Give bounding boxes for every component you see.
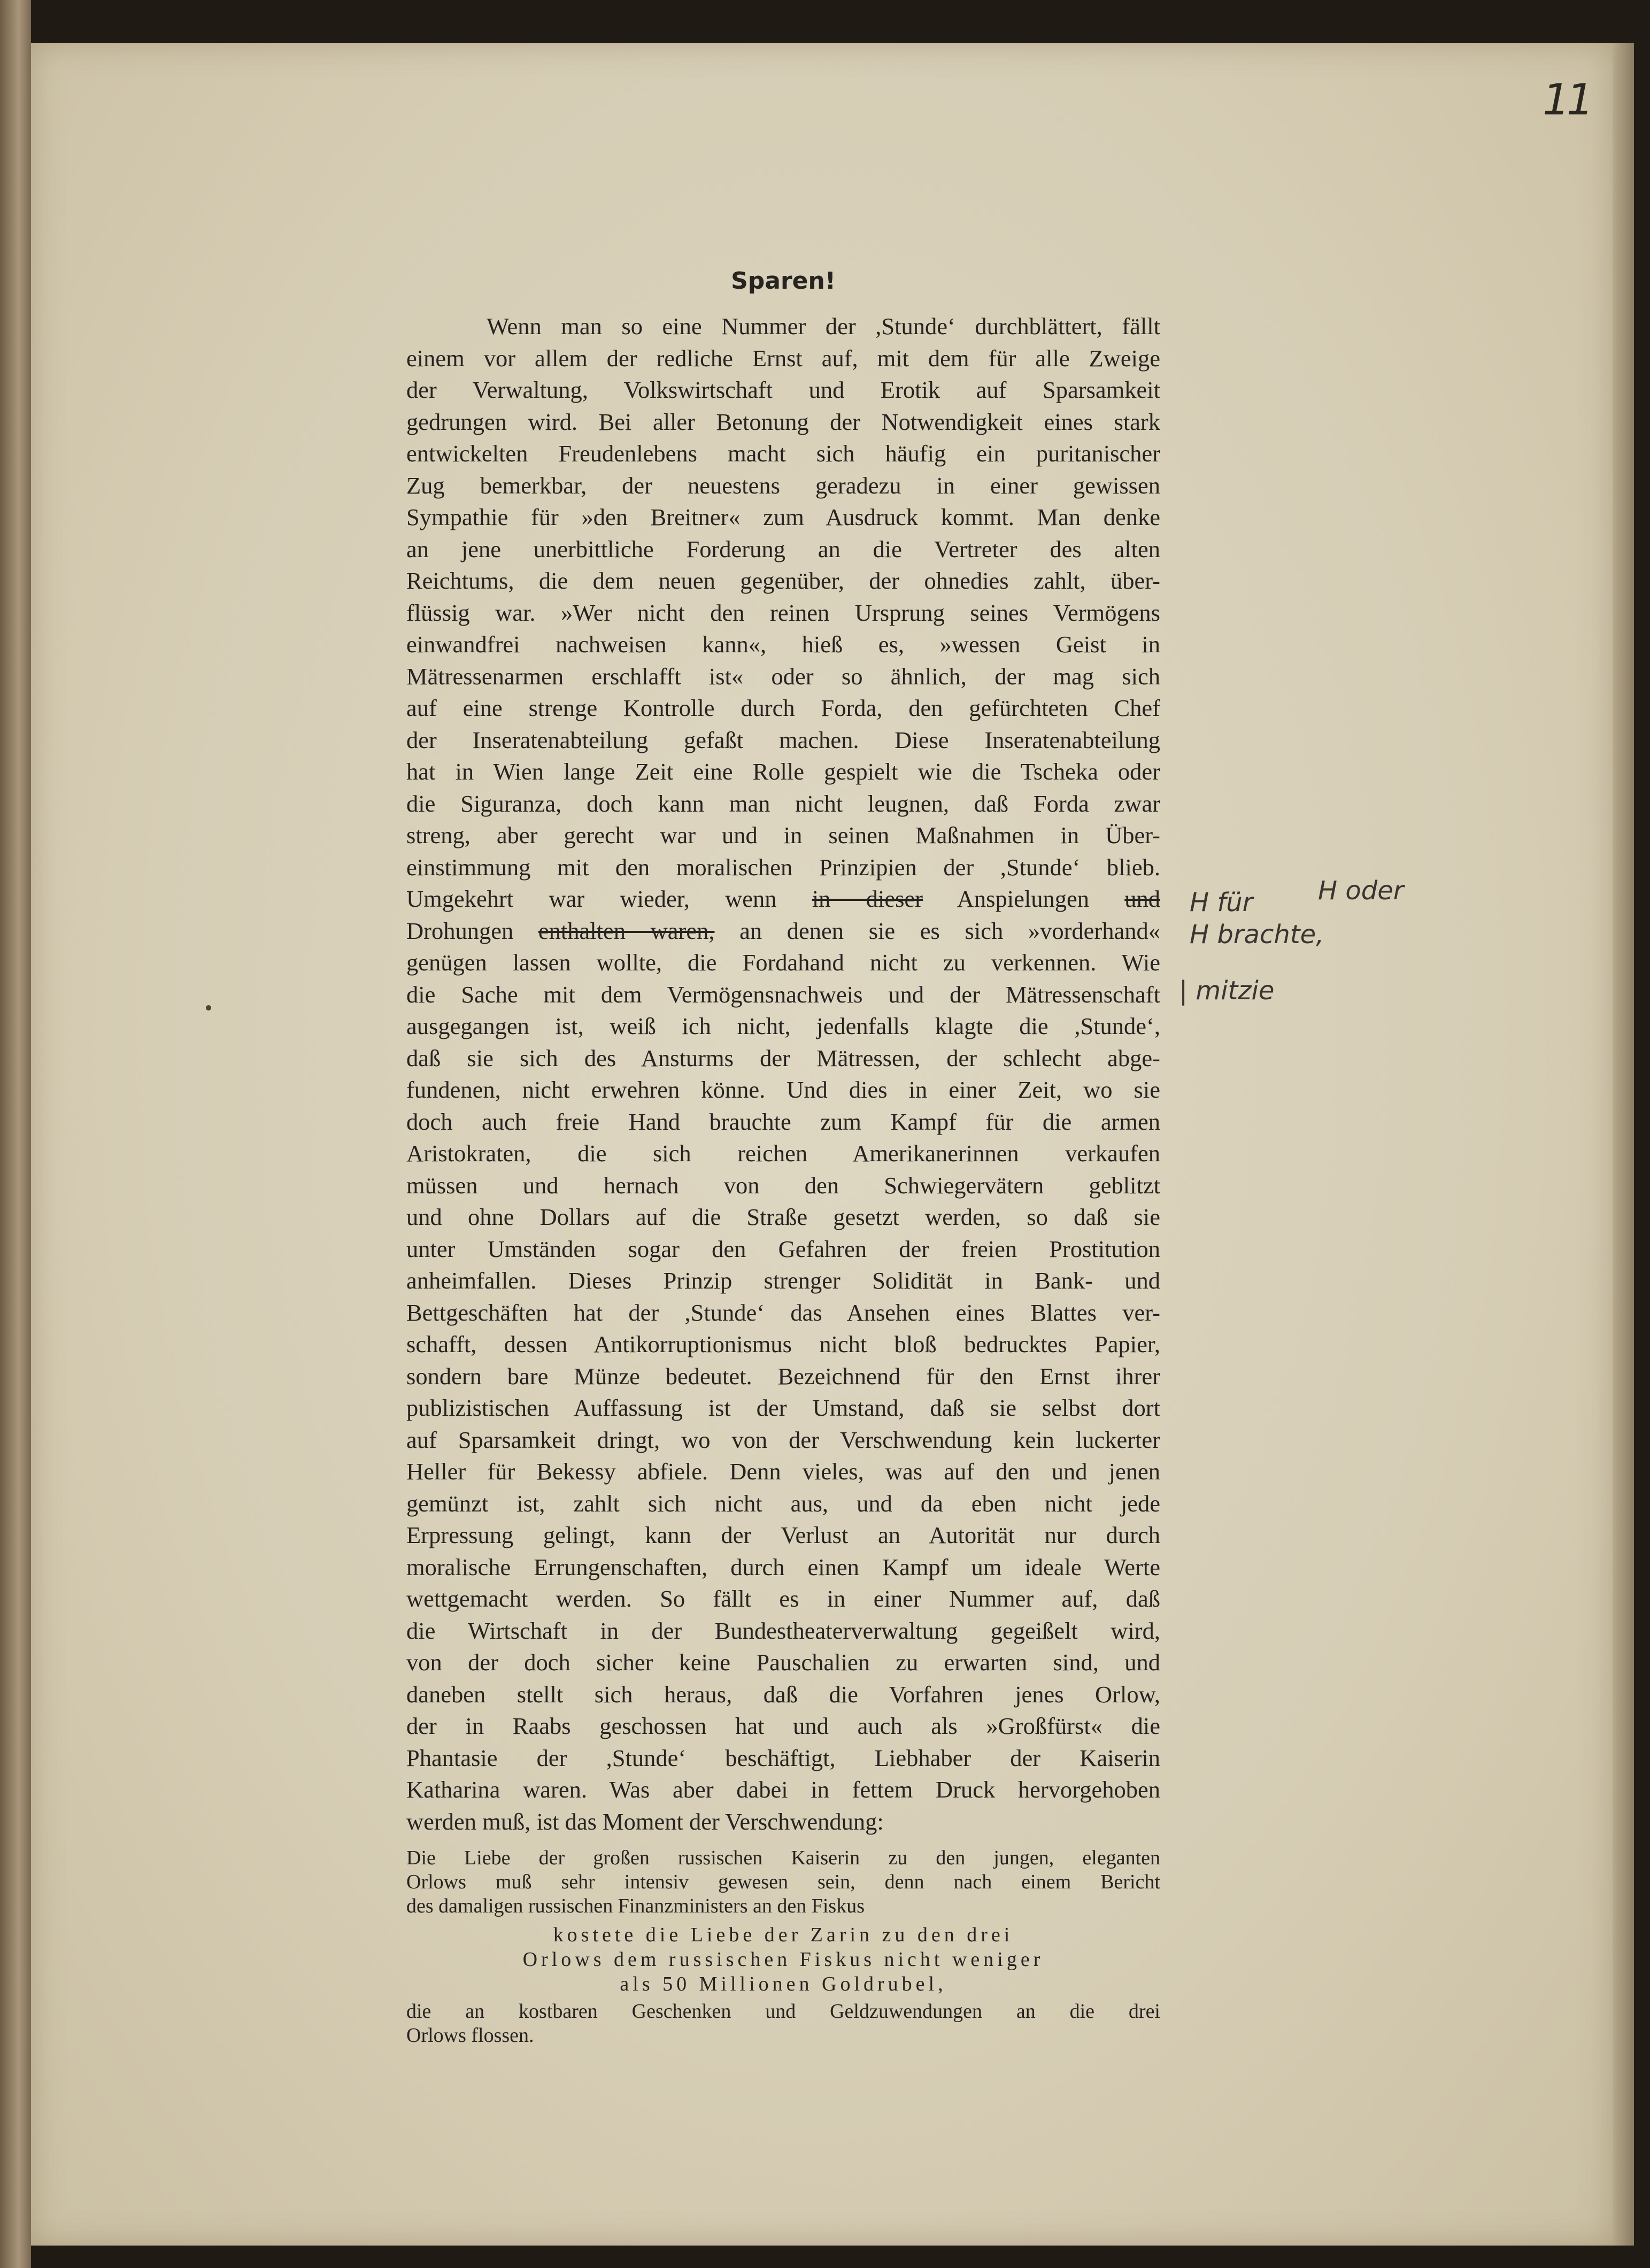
text-line: an jene unerbittliche Forderung an die Vertreter des alten (406, 535, 1160, 562)
text-line: sondern bare Münze bedeutet. Bezeichnend für den Ernst ihrer (406, 1362, 1160, 1390)
text-line: von der doch sicher keine Pauschalien zu erwarten sind, und (406, 1649, 1160, 1676)
text-line: die Sache mit dem Vermögensnachweis und der Mätressenschaft (406, 981, 1160, 1008)
handwritten-margin-note: | mitzie (1179, 976, 1275, 1006)
emphasized-spaced-quote (406, 1923, 1160, 1996)
struck-text: enthalten waren, (538, 917, 715, 944)
text-line: die Wirtschaft in der Bundestheaterverwaltung gegeißelt wird, (406, 1617, 1160, 1644)
handwritten-margin-note: H brachte, (1190, 920, 1324, 950)
text-line: einstimmung mit den moralischen Prinzipien der ,Stunde‘ blieb. (406, 853, 1160, 881)
text-line: auf eine strenge Kontrolle durch Forda, den gefürchteten Chef (406, 695, 1160, 721)
text-line: genügen lassen wollte, die Fordahand nicht zu verkennen. Wie (406, 949, 1160, 976)
text-line: daß sie sich des Ansturms der Mätressen, der schlecht abge- (406, 1044, 1160, 1071)
text-line: müssen und hernach von den Schwiegervätern geblitzt (406, 1171, 1160, 1199)
text-segment: an denen sie es sich »vorderhand« (714, 917, 1160, 944)
text-line: Sympathie für »den Breitner« zum Ausdruck kommt. Man denke (406, 504, 1160, 530)
text-line: Mätressenarmen erschlafft ist« oder so ähnlich, der mag sich (406, 662, 1160, 690)
previous-page-edge (0, 0, 31, 2268)
text-line: anheimfallen. Dieses Prinzip strenger Solidität in Bank- und (406, 1267, 1160, 1294)
text-line: Bettgeschäften hat der ,Stunde‘ das Ansehen eines Blattes ver- (406, 1299, 1160, 1326)
text-line: wettgemacht werden. So fällt es in einer Nummer auf, daß (406, 1585, 1160, 1612)
text-line: Katharina waren. Was aber dabei in fettem Druck hervorgehoben (406, 1776, 1160, 1803)
text-segment: Drohungen (406, 917, 538, 944)
text-line: einem vor allem der redliche Ernst auf, mit dem für alle Zweige (406, 344, 1160, 372)
quote-line: Die Liebe der großen russischen Kaiserin zu den jungen, eleganten (406, 1847, 1160, 1869)
quote-closing (406, 2000, 1160, 2048)
text-line: moralische Errungenschaften, durch einen Kampf um ideale Werte (406, 1553, 1160, 1580)
text-line-with-strikethrough (406, 915, 1160, 947)
handwritten-margin-note: H für (1190, 888, 1253, 917)
spaced-line: als 50 Millionen Goldrubel, (620, 1973, 947, 1995)
text-line: und ohne Dollars auf die Straße gesetzt werden, so daß sie (406, 1204, 1160, 1230)
text-line: Heller für Bekessy abfiele. Denn vieles, was auf den und jenen (406, 1458, 1160, 1485)
quote-line: Orlows flossen. (406, 2024, 534, 2047)
text-line: einwandfrei nachweisen kann«, hieß es, »wessen Geist in (406, 631, 1160, 658)
article (406, 267, 1160, 2048)
block-quote (406, 1846, 1160, 1918)
text-line: gedrungen wird. Bei aller Betonung der Notwendigkeit eines stark (406, 408, 1160, 435)
quote-line: des damaligen russischen Finanzministers an den Fiskus (406, 1895, 865, 1917)
text-line: unter Umständen sogar den Gefahren der freien Prostitution (406, 1235, 1160, 1262)
text-line-with-strikethrough (406, 883, 1160, 915)
text-line: Wenn man so eine Nummer der ,Stunde‘ durchblättert, fällt (487, 313, 1160, 340)
page-right-edge (1613, 43, 1634, 2246)
text-line: doch auch freie Hand brauchte zum Kampf für die armen (406, 1108, 1160, 1135)
text-line: ausgegangen ist, weiß ich nicht, jedenfalls klagte die ,Stunde‘, (406, 1013, 1160, 1039)
text-line: gemünzt ist, zahlt sich nicht aus, und da eben nicht jede (406, 1490, 1160, 1517)
article-title: Sparen! (731, 267, 836, 295)
text-line: der in Raabs geschossen hat und auch als »Großfürst« die (406, 1712, 1160, 1739)
text-line: auf Sparsamkeit dringt, wo von der Verschwendung kein luckerter (406, 1426, 1160, 1453)
text-line: entwickelten Freudenlebens macht sich häufig ein puritanischer (406, 440, 1160, 467)
text-line: Aristokraten, die sich reichen Amerikanerinnen verkaufen (406, 1140, 1160, 1167)
handwritten-margin-note: H oder (1318, 876, 1404, 906)
text-line: Erpressung gelingt, kann der Verlust an Autorität nur durch (406, 1522, 1160, 1548)
text-line: daneben stellt sich heraus, daß die Vorfahren jenes Orlow, (406, 1680, 1160, 1708)
text-line: hat in Wien lange Zeit eine Rolle gespielt wie die Tscheka oder (406, 758, 1160, 785)
text-line: Reichtums, die dem neuen gegenüber, der ohnedies zahlt, über- (406, 567, 1160, 594)
article-body (406, 311, 1160, 1838)
spaced-line: Orlows dem russischen Fiskus nicht weniger (522, 1948, 1044, 1971)
text-line: der Verwaltung, Volkswirtschaft und Erotik auf Sparsamkeit (406, 376, 1160, 403)
quote-line: Orlows muß sehr intensiv gewesen sein, denn nach einem Bericht (406, 1871, 1160, 1893)
page-number: 11 (1543, 75, 1591, 125)
struck-text: in dieser (812, 885, 923, 912)
text-line: der Inseratenabteilung gefaßt machen. Diese Inseratenabteilung (406, 726, 1160, 753)
text-line: fundenen, nicht erwehren könne. Und dies in einer Zeit, wo sie (406, 1076, 1160, 1103)
text-line: werden muß, ist das Moment der Verschwendung: (406, 1808, 884, 1835)
text-line: flüssig war. »Wer nicht den reinen Ursprung seines Vermögens (406, 599, 1160, 626)
text-segment: Umgekehrt war wieder, wenn (406, 885, 812, 912)
text-line: Phantasie der ,Stunde‘ beschäftigt, Liebhaber der Kaiserin (406, 1744, 1160, 1771)
text-line: Zug bemerkbar, der neuestens geradezu in einer gewissen (406, 472, 1160, 499)
quote-line: die an kostbaren Geschenken und Geldzuwendungen an die drei (406, 2000, 1160, 2023)
text-segment: Anspielungen (922, 885, 1125, 912)
spaced-line: kostete die Liebe der Zarin zu den drei (553, 1924, 1014, 1946)
text-line: die Siguranza, doch kann man nicht leugnen, daß Forda zwar (406, 790, 1160, 817)
text-line: schafft, dessen Antikorruptionismus nicht bloß bedrucktes Papier, (406, 1331, 1160, 1357)
text-line: publizistischen Auffassung ist der Umstand, daß sie selbst dort (406, 1394, 1160, 1421)
ink-speck (206, 1005, 211, 1010)
struck-text: und (1124, 885, 1161, 912)
text-line: streng, aber gerecht war und in seinen Maßnahmen in Über- (406, 822, 1160, 848)
